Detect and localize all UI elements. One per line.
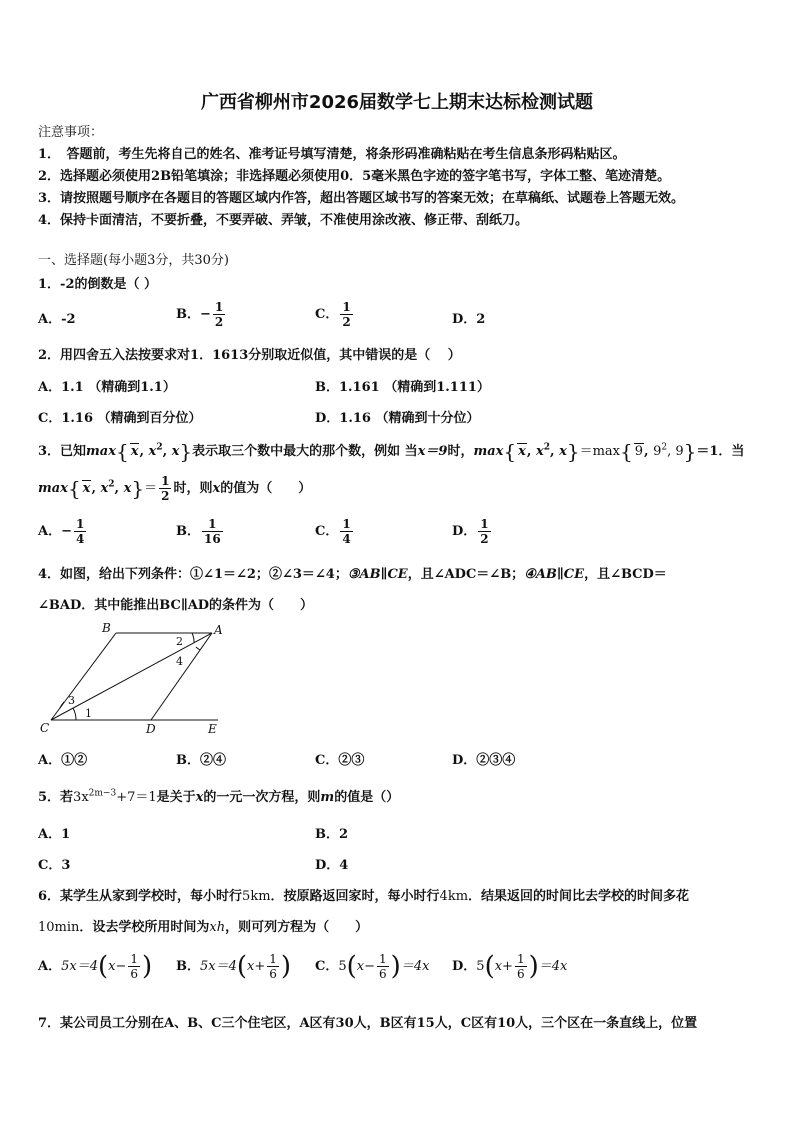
q6-a-in: x− <box>108 959 127 974</box>
q3-max: max <box>86 444 116 459</box>
angle-label-2: 2 <box>176 635 183 648</box>
notice-item-3: 3．请按照题号顺序在各题目的答题区域内作答，超出答题区域书写的答案无效；在草稿纸、试题卷上答题无效。 <box>38 191 685 206</box>
q6-option-c: C．5(x− $\frac{1}{6}$ )＝4x <box>315 951 430 982</box>
q4-cond-1: ①∠1＝∠2； <box>190 567 269 582</box>
q5-stem <box>38 786 399 805</box>
q6-xh: xh <box>209 920 226 935</box>
q5-eq-rest: +7＝1 <box>116 790 157 805</box>
frac-num: 1 <box>342 517 351 531</box>
q5-eq-exp: 2m−3 <box>88 788 117 799</box>
q2-option-d: D．1.16 （精确到十分位） <box>315 411 480 426</box>
q3-option-a <box>38 517 88 546</box>
frac-den: 6 <box>516 967 525 981</box>
q6-t: 10min <box>38 920 80 935</box>
q5-x: x <box>195 790 204 805</box>
q3-option-c <box>315 517 355 546</box>
q6-a-label: A． <box>38 959 62 974</box>
q5-option-d: D．4 <box>315 858 349 873</box>
angle-label-4: 4 <box>176 655 183 668</box>
q4-option-c: C．②③ <box>315 753 365 768</box>
q6-option-b: B．5x＝4(x+ $\frac{1}{6}$ ) <box>176 951 292 982</box>
q3-option-d <box>452 517 493 546</box>
q6-line1c: ．结果返回的时间比去学校的时间多花 <box>468 889 690 904</box>
q3-c-label: C． <box>315 524 339 539</box>
angle-label-1: 1 <box>85 707 92 720</box>
label-d: D <box>146 722 156 736</box>
frac-num: 1 <box>480 517 489 531</box>
q6-c-pre: 5 <box>338 959 347 974</box>
q4-cond-2: ②∠3＝∠4； <box>268 567 348 582</box>
angle-arc-2 <box>192 633 194 643</box>
q5-num: 5．若 <box>38 790 74 805</box>
q3-line2: max{ x, $x^2$, x}＝ $\frac{1}{2}$ 时，则x的值为（ ） <box>38 474 312 503</box>
q3-cond: x＝9 <box>417 444 448 459</box>
q6-b-lhs: 5x＝4 <box>200 959 237 974</box>
q5-eq-base: 3x <box>73 790 89 805</box>
q6-c-in: x− <box>356 959 376 974</box>
frac-num: 1 <box>130 952 138 966</box>
angle-arc-4 <box>196 647 200 650</box>
q3-then: 时，则 <box>173 481 213 496</box>
q3-ask: 的值为（ ） <box>220 481 312 496</box>
angle-arc-3 <box>60 702 64 708</box>
q6-option-a: A．5x＝4(x− $\frac{1}{6}$ ) <box>38 951 153 982</box>
q6-d-label: D． <box>452 959 477 974</box>
q6-d-in: x+ <box>494 959 513 974</box>
q4-cond-4b: ，且∠BCD＝ <box>584 567 667 582</box>
notice-item-2: 2．选择题必须使用2B铅笔填涂；非选择题必须使用0．5毫米黑色字迹的签字笔书写，字体工整、笔迹清楚。 <box>38 169 671 184</box>
q6-line2 <box>38 916 368 935</box>
q3-option-b <box>176 517 225 546</box>
frac-den: 4 <box>76 532 85 546</box>
q4-cond-4a: ④AB∥CE <box>524 567 585 582</box>
frac-num: 1 <box>76 517 85 531</box>
frac-den: 2 <box>214 315 224 329</box>
q1-option-c <box>315 300 355 329</box>
frac-den: 6 <box>130 967 138 981</box>
q3-max-2: max <box>473 444 504 459</box>
frac-den: 2 <box>161 489 170 503</box>
frac-num: 1 <box>208 517 217 531</box>
q4-option-d: D．②③④ <box>452 753 516 768</box>
frac-den: 4 <box>342 532 351 546</box>
frac-num: 1 <box>516 952 525 966</box>
q1-c-frac <box>340 300 352 329</box>
q5-mid2: 的一元一次方程，则 <box>203 790 321 805</box>
frac-num: 1 <box>269 952 277 966</box>
q3-when: 时， <box>447 444 474 459</box>
q1-option-a: A．-2 <box>38 312 76 327</box>
q3-b-label: B． <box>176 524 200 539</box>
angle-label-3: 3 <box>68 694 75 707</box>
frac-num: 1 <box>342 300 351 314</box>
q4-cond-3a: ③AB∥CE <box>347 567 408 582</box>
frac-den: 6 <box>379 967 387 981</box>
q5-m: m <box>320 790 335 805</box>
q3-a-label: A． <box>38 524 62 539</box>
q5-option-b: B．2 <box>315 827 349 842</box>
frac-den: 2 <box>480 532 489 546</box>
q4-figure <box>36 620 236 738</box>
q3-line1: 3．已知max{ x, $x^2$, x}表示取三个数中最大的那个数，例如 当x＝9时，max{ x, $x^2$, x}＝max{ 9, $9^2$, 9}＝1．当 <box>38 439 745 464</box>
q5-end: 的值是（） <box>334 790 400 805</box>
frac-den: 6 <box>269 967 277 981</box>
q3-eq1: ＝1．当 <box>696 444 745 459</box>
q2-option-c: C．1.16 （精确到百分位） <box>38 411 202 426</box>
label-e: E <box>208 722 217 736</box>
q6-c-post: ＝4x <box>400 959 430 974</box>
q4-cond-3b: ，且∠ADC＝∠B； <box>407 567 525 582</box>
notice-item-1: 1． 答题前，考生先将自己的姓名、准考证号填写清楚，将条形码准确粘贴在考生信息条形码粘贴区。 <box>38 147 626 162</box>
q4-option-a: A．①② <box>38 753 88 768</box>
q3-d-label: D． <box>452 524 477 539</box>
q1-c-label: C． <box>315 307 339 322</box>
q1-b-sign: − <box>200 307 211 322</box>
frac-den: 16 <box>204 532 221 546</box>
q6-d-post: ＝4x <box>538 959 568 974</box>
q6-v2: 4km <box>439 889 469 904</box>
diagonal-ca <box>51 633 212 720</box>
q3-desc: 表示取三个数中最大的那个数，例如 当 <box>192 444 418 459</box>
q6-v1: 5km <box>242 889 271 904</box>
q1-b-frac <box>213 300 225 329</box>
q3-x: x <box>212 481 221 496</box>
q5-option-a: A．1 <box>38 827 71 842</box>
notice-heading: 注意事项： <box>38 125 104 140</box>
q2-option-a: A．1.1 （精确到1.1） <box>38 380 176 395</box>
q6-line1 <box>38 885 689 904</box>
q3-sqrt-x: x <box>130 444 139 459</box>
page-title: 广西省柳州市2026届数学七上期末达标检测试题 <box>200 92 594 113</box>
q1-option-b <box>176 300 227 329</box>
q5-mid: 是关于 <box>156 790 196 805</box>
q6-option-d: D．5(x+ $\frac{1}{6}$ )＝4x <box>452 951 568 982</box>
frac-num: 1 <box>214 300 224 314</box>
q2-option-b: B．1.161 （精确到1.111） <box>315 380 490 395</box>
q4-intro: 4．如图，给出下列条件： <box>38 567 191 582</box>
q5-option-c: C．3 <box>38 858 71 873</box>
q6-d-pre: 5 <box>476 959 485 974</box>
q6-c-label: C． <box>315 959 339 974</box>
q3-max-3: max <box>38 481 68 496</box>
q4-line1 <box>38 563 667 582</box>
label-b: B <box>102 621 111 635</box>
q3-a-sign: − <box>61 524 72 539</box>
frac-den: 2 <box>342 315 351 329</box>
q6-b-label: B． <box>176 959 200 974</box>
frac-num: 1 <box>379 952 387 966</box>
q7-line1: 7．某公司员工分别在A、B、C三个住宅区，A区有30人，B区有15人，C区有10人，三个区在一条直线上，位置 <box>38 1016 698 1031</box>
label-a: A <box>214 623 223 637</box>
q6-line2a: ．设去学校所用时间为 <box>79 920 210 935</box>
frac-num: 1 <box>161 474 170 488</box>
q6-line1a: 6．某学生从家到学校时，每小时行 <box>38 889 243 904</box>
label-c: C <box>40 721 50 735</box>
notice-item-4: 4．保持卡面清洁，不要折叠，不要弄破、弄皱，不准使用涂改液、修正带、刮纸刀。 <box>38 213 529 228</box>
q4-option-b: B．②④ <box>176 753 226 768</box>
q3-half <box>159 474 171 503</box>
q2-stem: 2．用四舍五入法按要求对1．1613分别取近似值，其中错误的是（ ） <box>38 348 461 363</box>
q4-line2: ∠BAD．其中能推出BC∥AD的条件为（ ） <box>38 598 314 613</box>
q1-b-label: B． <box>176 307 200 322</box>
angle-arc-1 <box>73 708 76 720</box>
q1-stem: 1．-2的倒数是（ ） <box>38 277 158 292</box>
q6-a-lhs: 5x＝4 <box>61 959 98 974</box>
section-heading: 一、选择题(每小题3分，共30分) <box>38 253 229 268</box>
q6-line1b: ．按原路返回家时，每小时行 <box>270 889 440 904</box>
q1-option-d: D．2 <box>452 312 486 327</box>
q6-line2b: ，则可列方程为（ ） <box>225 920 369 935</box>
q3-num: 3．已知 <box>38 444 87 459</box>
q6-b-in: x+ <box>247 959 266 974</box>
